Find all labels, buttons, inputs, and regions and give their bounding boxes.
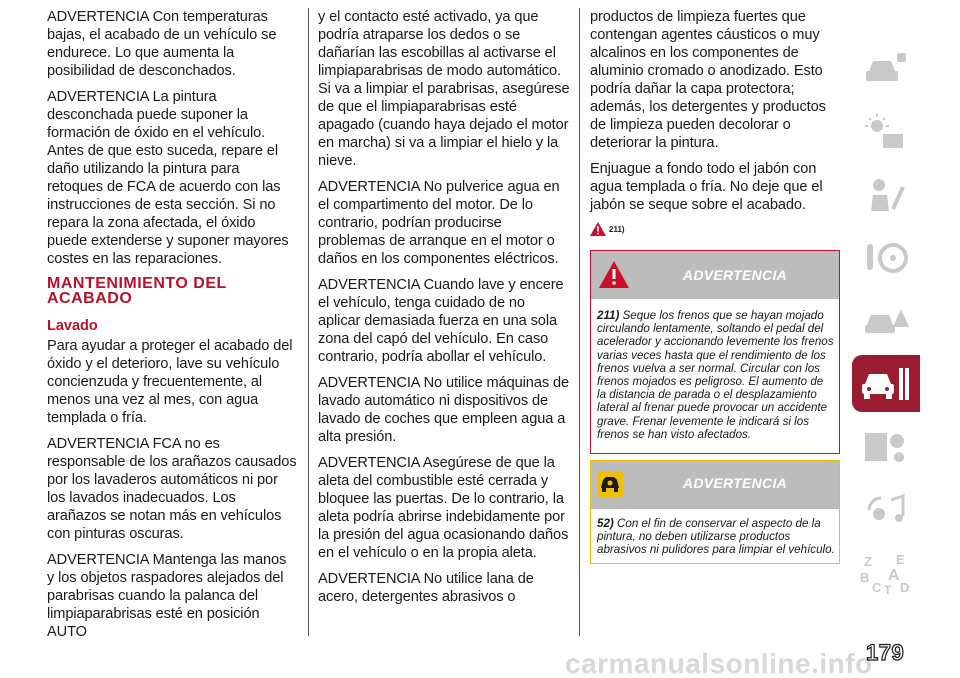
tab-technical-data[interactable]	[852, 418, 920, 475]
paragraph: ADVERTENCIA Asegúrese de que la aleta del combustible esté cerrada y bloquee las puertas. De lo contrario, la aleta podría abrirse indebidamente por la presión del agua ocasionando daños en el vehículo o en la propia aleta.	[318, 455, 569, 561]
paragraph: ADVERTENCIA Mantenga las manos y los objetos raspadores alejados del parabrisas cuando la palanca del limpiaparabrisas esté en posición AUTO	[47, 552, 287, 640]
column-middle	[318, 8, 570, 614]
car-maintenance-wrench-icon	[859, 364, 913, 404]
tech-gears-icon	[861, 427, 911, 467]
section-title-line1: MANTENIMIENTO DEL	[47, 275, 227, 292]
note-box-title: ADVERTENCIA	[682, 475, 788, 492]
subheading-lavado: Lavado	[47, 318, 98, 334]
index-letter: Z	[864, 553, 872, 569]
airbag-seatbelt-icon	[861, 175, 911, 215]
page-number: 179	[866, 640, 905, 665]
paragraph: ADVERTENCIA No pulverice agua en el compartimento del motor. De lo contrario, podrían producirse problemas de arranque en el motor o daños en los componentes eléctricos.	[318, 179, 560, 267]
warning-triangle-icon	[590, 222, 606, 236]
index-letter: C	[872, 579, 882, 595]
index-letter: E	[896, 551, 905, 567]
section-title-line2: ACABADO	[47, 290, 133, 307]
index-letters-icon	[858, 550, 914, 596]
tab-warning-lights[interactable]	[852, 103, 920, 160]
column-divider	[308, 8, 309, 636]
tab-emergency[interactable]	[852, 292, 920, 349]
tab-index[interactable]	[852, 544, 920, 601]
column-left	[47, 8, 297, 649]
warning-box-text: Seque los frenos que se hayan mojado circulando lentamente, soltando el pedal del acelerador y accionando levemente los frenos varias veces hasta que el rendimiento de los frenos vuelva a ser normal. Circular con los frenos mojados es peligroso. El aumento de la distancia de parada o el desplazamiento lateral al frenar puede provocar un accidente grave. Frenar levemente le indicará si los frenos se han visto afectados.	[597, 309, 834, 441]
note-box-header	[591, 461, 839, 509]
paragraph: ADVERTENCIA Con temperaturas bajas, el acabado de un vehículo se endurece. Lo que aumenta la posibilidad de desconchados.	[47, 9, 277, 79]
warning-box-body	[591, 299, 839, 453]
paragraph: ADVERTENCIA No utilice máquinas de lavado automático ni dispositivos de lavado de coches que empleen agua a alta presión.	[318, 375, 570, 445]
warning-lights-icon	[861, 112, 911, 152]
paragraph: ADVERTENCIA FCA no es responsable de los arañazos causados por los lavaderos automáticos ni por los lavados inadecuados. Los arañazos se notan más en vehículos con pinturas oscuras.	[47, 436, 297, 542]
note-box-text: Con el fin de conservar el aspecto de la pintura, no deben utilizarse productos abrasivos ni pulidores para limpiar el vehículo.	[597, 517, 835, 557]
column-right	[590, 8, 840, 564]
index-letter: A	[888, 566, 900, 584]
warning-box-header	[591, 251, 839, 299]
breakdown-car-icon	[861, 301, 911, 341]
note-box-number: 52)	[597, 517, 614, 531]
index-letter: T	[884, 582, 892, 596]
paragraph: Enjuague a fondo todo el jabón con agua templada o fría. No deje que el jabón se seque sobre el acabado.	[590, 161, 823, 213]
paragraph: productos de limpieza fuertes que contengan agentes cáusticos o muy alcalinos en los componentes de aluminio cromado o anodizado. Esto podría dañar la capa protectora; además, los detergentes y productos de limpieza pueden decolorar o deteriorar la pintura.	[590, 9, 826, 151]
column-divider	[579, 8, 580, 636]
paragraph: ADVERTENCIA No utilice lana de acero, detergentes abrasivos o	[318, 571, 534, 605]
note-box-body	[591, 509, 839, 563]
car-info-icon	[861, 49, 911, 89]
multimedia-icon	[861, 490, 911, 530]
chapter-tabs	[852, 40, 920, 607]
watermark: carmanualsonline.info	[565, 648, 873, 678]
tab-multimedia[interactable]	[852, 481, 920, 538]
section-title	[47, 276, 297, 306]
tab-maintenance[interactable]	[852, 355, 920, 412]
paragraph: ADVERTENCIA Cuando lave y encere el vehículo, tenga cuidado de no aplicar demasiada fuerza en una sola zona del capó del vehículo. En caso contrario, podría abollar el vehículo.	[318, 277, 564, 365]
note-box	[590, 460, 840, 564]
paragraph: Para ayudar a proteger el acabado del óxido y el deterioro, lave su vehículo concienzuda y frecuentemente, al menos una vez al mes, con agua templada o fría.	[47, 338, 293, 426]
tab-car-info[interactable]	[852, 40, 920, 97]
warning-box	[590, 250, 840, 454]
index-letter: B	[860, 569, 870, 585]
warning-box-title: ADVERTENCIA	[682, 267, 788, 283]
warning-reference-number: 211)	[609, 224, 625, 234]
index-letter: D	[900, 579, 910, 595]
tab-safety[interactable]	[852, 166, 920, 223]
warning-reference	[590, 222, 840, 236]
key-steering-wheel-icon	[861, 238, 911, 278]
paragraph: y el contacto esté activado, ya que podría atraparse los dedos o se dañarían las escobillas al activarse el limpiaparabrisas de modo automático. Si va a limpiar el parabrisas, asegúrese de que el limpiaparabrisas esté apagado (cuando haya dejado el motor en marcha) si va a limpiar el hielo y la nieve.	[318, 9, 570, 169]
warning-box-number: 211)	[597, 309, 620, 322]
paragraph: ADVERTENCIA La pintura desconchada puede suponer la formación de óxido en el vehículo. Antes de que esto suceda, repare el daño utilizando la pintura para retoques de FCA de acuerdo con las instrucciones de esta sección. Si no repara la zona afectada, el óxido puede extenderse y suponer mayores costes en las reparaciones.	[47, 89, 289, 267]
tab-starting-driving[interactable]	[852, 229, 920, 286]
